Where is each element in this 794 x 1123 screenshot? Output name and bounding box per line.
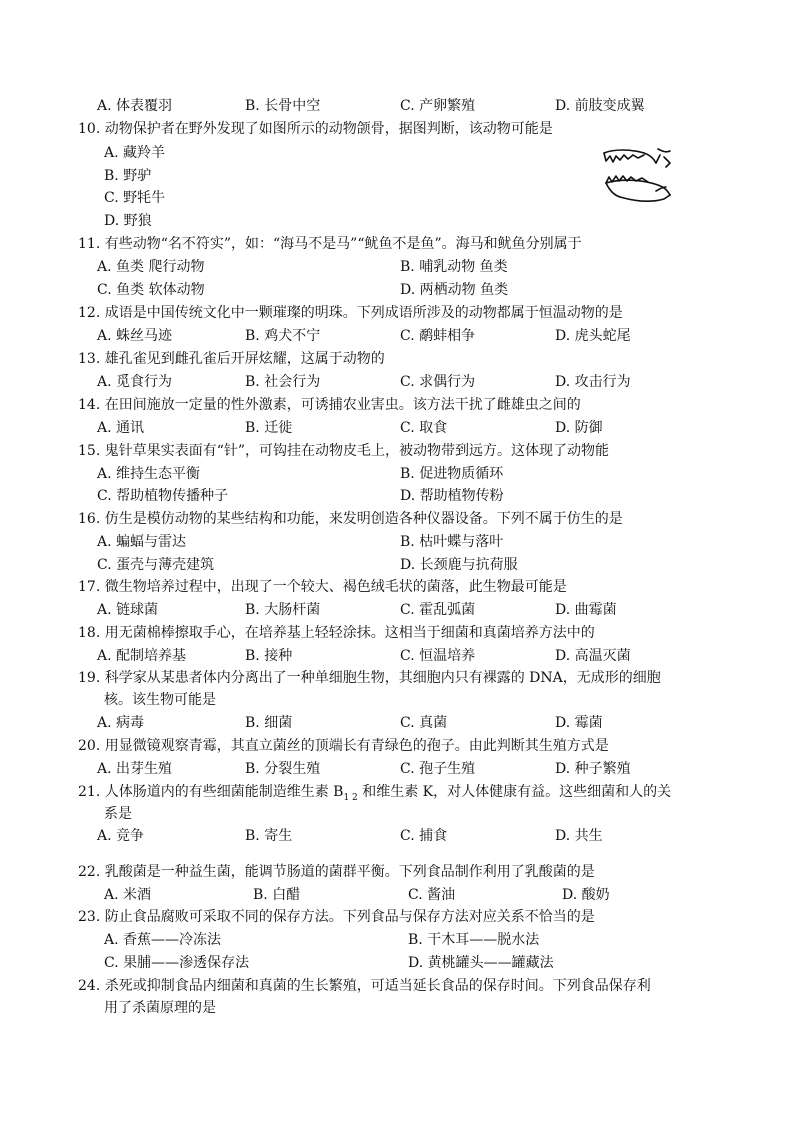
q19-stem-line2: 核。该生物可能是 [104,692,216,708]
q11-stem: 11. 有些动物“名不符实”，如：“海马不是马”“鱿鱼不是鱼”。海马和鱿鱼分别属于 [78,236,582,252]
q15-option-d: D. 帮助植物传粉 [400,488,504,504]
q15-stem: 15. 鬼针草果实表面有“针”，可钩挂在动物皮毛上，被动物带到远方。这体现了动物能 [78,443,610,459]
q23-option-a: A. 香蕉——冷冻法 [104,932,222,948]
q22-stem: 22. 乳酸菌是一种益生菌，能调节肠道的菌群平衡。下列食品制作利用了乳酸菌的是 [78,864,595,880]
q23-option-c: C. 果脯——渗透保存法 [104,955,250,971]
q19-option-a: A. 病毒 [97,715,145,731]
q14-option-a: A. 通讯 [97,420,145,436]
q10-option-d: D. 野狼 [104,213,152,229]
q9-option-d: D. 前肢变成翼 [555,98,645,114]
q15-option-b: B. 促进物质循环 [400,466,504,482]
q12-option-d: D. 虎头蛇尾 [555,328,631,344]
animal-jaw-bone-icon [600,143,680,215]
q14-option-d: D. 防御 [555,420,603,436]
q17-stem: 17. 微生物培养过程中，出现了一个较大、褐色绒毛状的菌落，此生物最可能是 [78,579,567,595]
q22-option-c: C. 酱油 [408,887,456,903]
q14-option-b: B. 迁徙 [245,420,293,436]
q11-option-d: D. 两栖动物 鱼类 [400,282,509,298]
q10-stem: 10. 动物保护者在野外发现了如图所示的动物颌骨，据图判断，该动物可能是 [78,121,553,137]
q12-stem: 12. 成语是中国传统文化中一颗璀璨的明珠。下列成语所涉及的动物都属于恒温动物的是 [78,305,623,321]
q12-option-c: C. 鹬蚌相争 [400,328,476,344]
q21-stem-part1: 21. 人体肠道内的有些细菌能制造维生素 B [78,784,344,800]
q15-option-a: A. 维持生态平衡 [97,466,201,482]
q16-option-c: C. 蛋壳与薄壳建筑 [97,557,215,573]
q20-option-c: C. 孢子生殖 [400,761,476,777]
q10-option-a: A. 藏羚羊 [104,145,166,161]
q11-option-a: A. 鱼类 爬行动物 [97,259,205,275]
q16-option-b: B. 枯叶蝶与落叶 [400,534,504,550]
q9-option-a: A. 体表覆羽 [97,98,173,114]
q24-stem-line2: 用了杀菌原理的是 [104,1000,216,1016]
q13-option-d: D. 攻击行为 [555,374,631,390]
q16-option-d: D. 长颈鹿与抗荷服 [400,557,518,573]
q18-option-c: C. 恒温培养 [400,648,476,664]
q9-option-b: B. 长骨中空 [245,98,321,114]
q14-option-c: C. 取食 [400,420,448,436]
q13-option-a: A. 觅食行为 [97,374,173,390]
q22-option-a: A. 米酒 [104,887,152,903]
q17-option-b: B. 大肠杆菌 [245,602,321,618]
q21-subscript: 1 2 [343,792,358,803]
q18-option-a: A. 配制培养基 [97,648,187,664]
q19-option-d: D. 霉菌 [555,715,603,731]
q9-option-c: C. 产卵繁殖 [400,98,476,114]
q13-option-c: C. 求偶行为 [400,374,476,390]
q12-option-a: A. 蛛丝马迹 [97,328,173,344]
q11-option-c: C. 鱼类 软体动物 [97,282,205,298]
q19-option-c: C. 真菌 [400,715,448,731]
q17-option-a: A. 链球菌 [97,602,159,618]
q21-option-c: C. 捕食 [400,828,448,844]
q13-stem: 13. 雄孔雀见到雌孔雀后开屏炫耀，这属于动物的 [78,351,385,367]
q21-option-a: A. 竞争 [97,828,145,844]
q16-stem: 16. 仿生是模仿动物的某些结构和功能，来发明创造各种仪器设备。下列不属于仿生的是 [78,511,623,527]
q23-option-d: D. 黄桃罐头——罐藏法 [408,955,554,971]
q10-option-b: B. 野驴 [104,168,152,184]
q18-option-b: B. 接种 [245,648,293,664]
q10-option-c: C. 野牦牛 [104,190,166,206]
q18-stem: 18. 用无菌棉棒擦取手心，在培养基上轻轻涂抹。这相当于细菌和真菌培养方法中的 [78,625,595,641]
q17-option-d: D. 曲霉菌 [555,602,617,618]
q23-stem: 23. 防止食品腐败可采取不同的保存方法。下列食品与保存方法对应关系不恰当的是 [78,909,595,925]
q21-stem-line1 [78,782,671,808]
q14-stem: 14. 在田间施放一定量的性外激素，可诱捕农业害虫。该方法干扰了雌雄虫之间的 [78,397,581,413]
q16-option-a: A. 蝙蝠与雷达 [97,534,187,550]
q19-option-b: B. 细菌 [245,715,293,731]
q21-option-b: B. 寄生 [245,828,293,844]
q20-option-d: D. 种子繁殖 [555,761,631,777]
q12-option-b: B. 鸡犬不宁 [245,328,321,344]
q20-stem: 20. 用显微镜观察青霉，其直立菌丝的顶端长有青绿色的孢子。由此判断其生殖方式是 [78,738,609,754]
q20-option-a: A. 出芽生殖 [97,761,173,777]
q22-option-b: B. 白醋 [253,887,301,903]
q22-option-d: D. 酸奶 [562,887,610,903]
q21-stem-line2: 系是 [104,806,132,822]
q24-stem-line1: 24. 杀死或抑制食品内细菌和真菌的生长繁殖，可适当延长食品的保存时间。下列食品保存利 [78,978,651,994]
q19-stem-line1: 19. 科学家从某患者体内分离出了一种单细胞生物，其细胞内只有裸露的 DNA，无成形的细胞 [78,670,661,686]
q20-option-b: B. 分裂生殖 [245,761,321,777]
q23-option-b: B. 干木耳——脱水法 [408,932,540,948]
q15-option-c: C. 帮助植物传播种子 [97,488,229,504]
q18-option-d: D. 高温灭菌 [555,648,631,664]
q21-stem-part2: 和维生素 K，对人体健康有益。这些细菌和人的关 [357,784,672,800]
q13-option-b: B. 社会行为 [245,374,321,390]
q11-option-b: B. 哺乳动物 鱼类 [400,259,508,275]
q21-option-d: D. 共生 [555,828,603,844]
q17-option-c: C. 霍乱弧菌 [400,602,476,618]
